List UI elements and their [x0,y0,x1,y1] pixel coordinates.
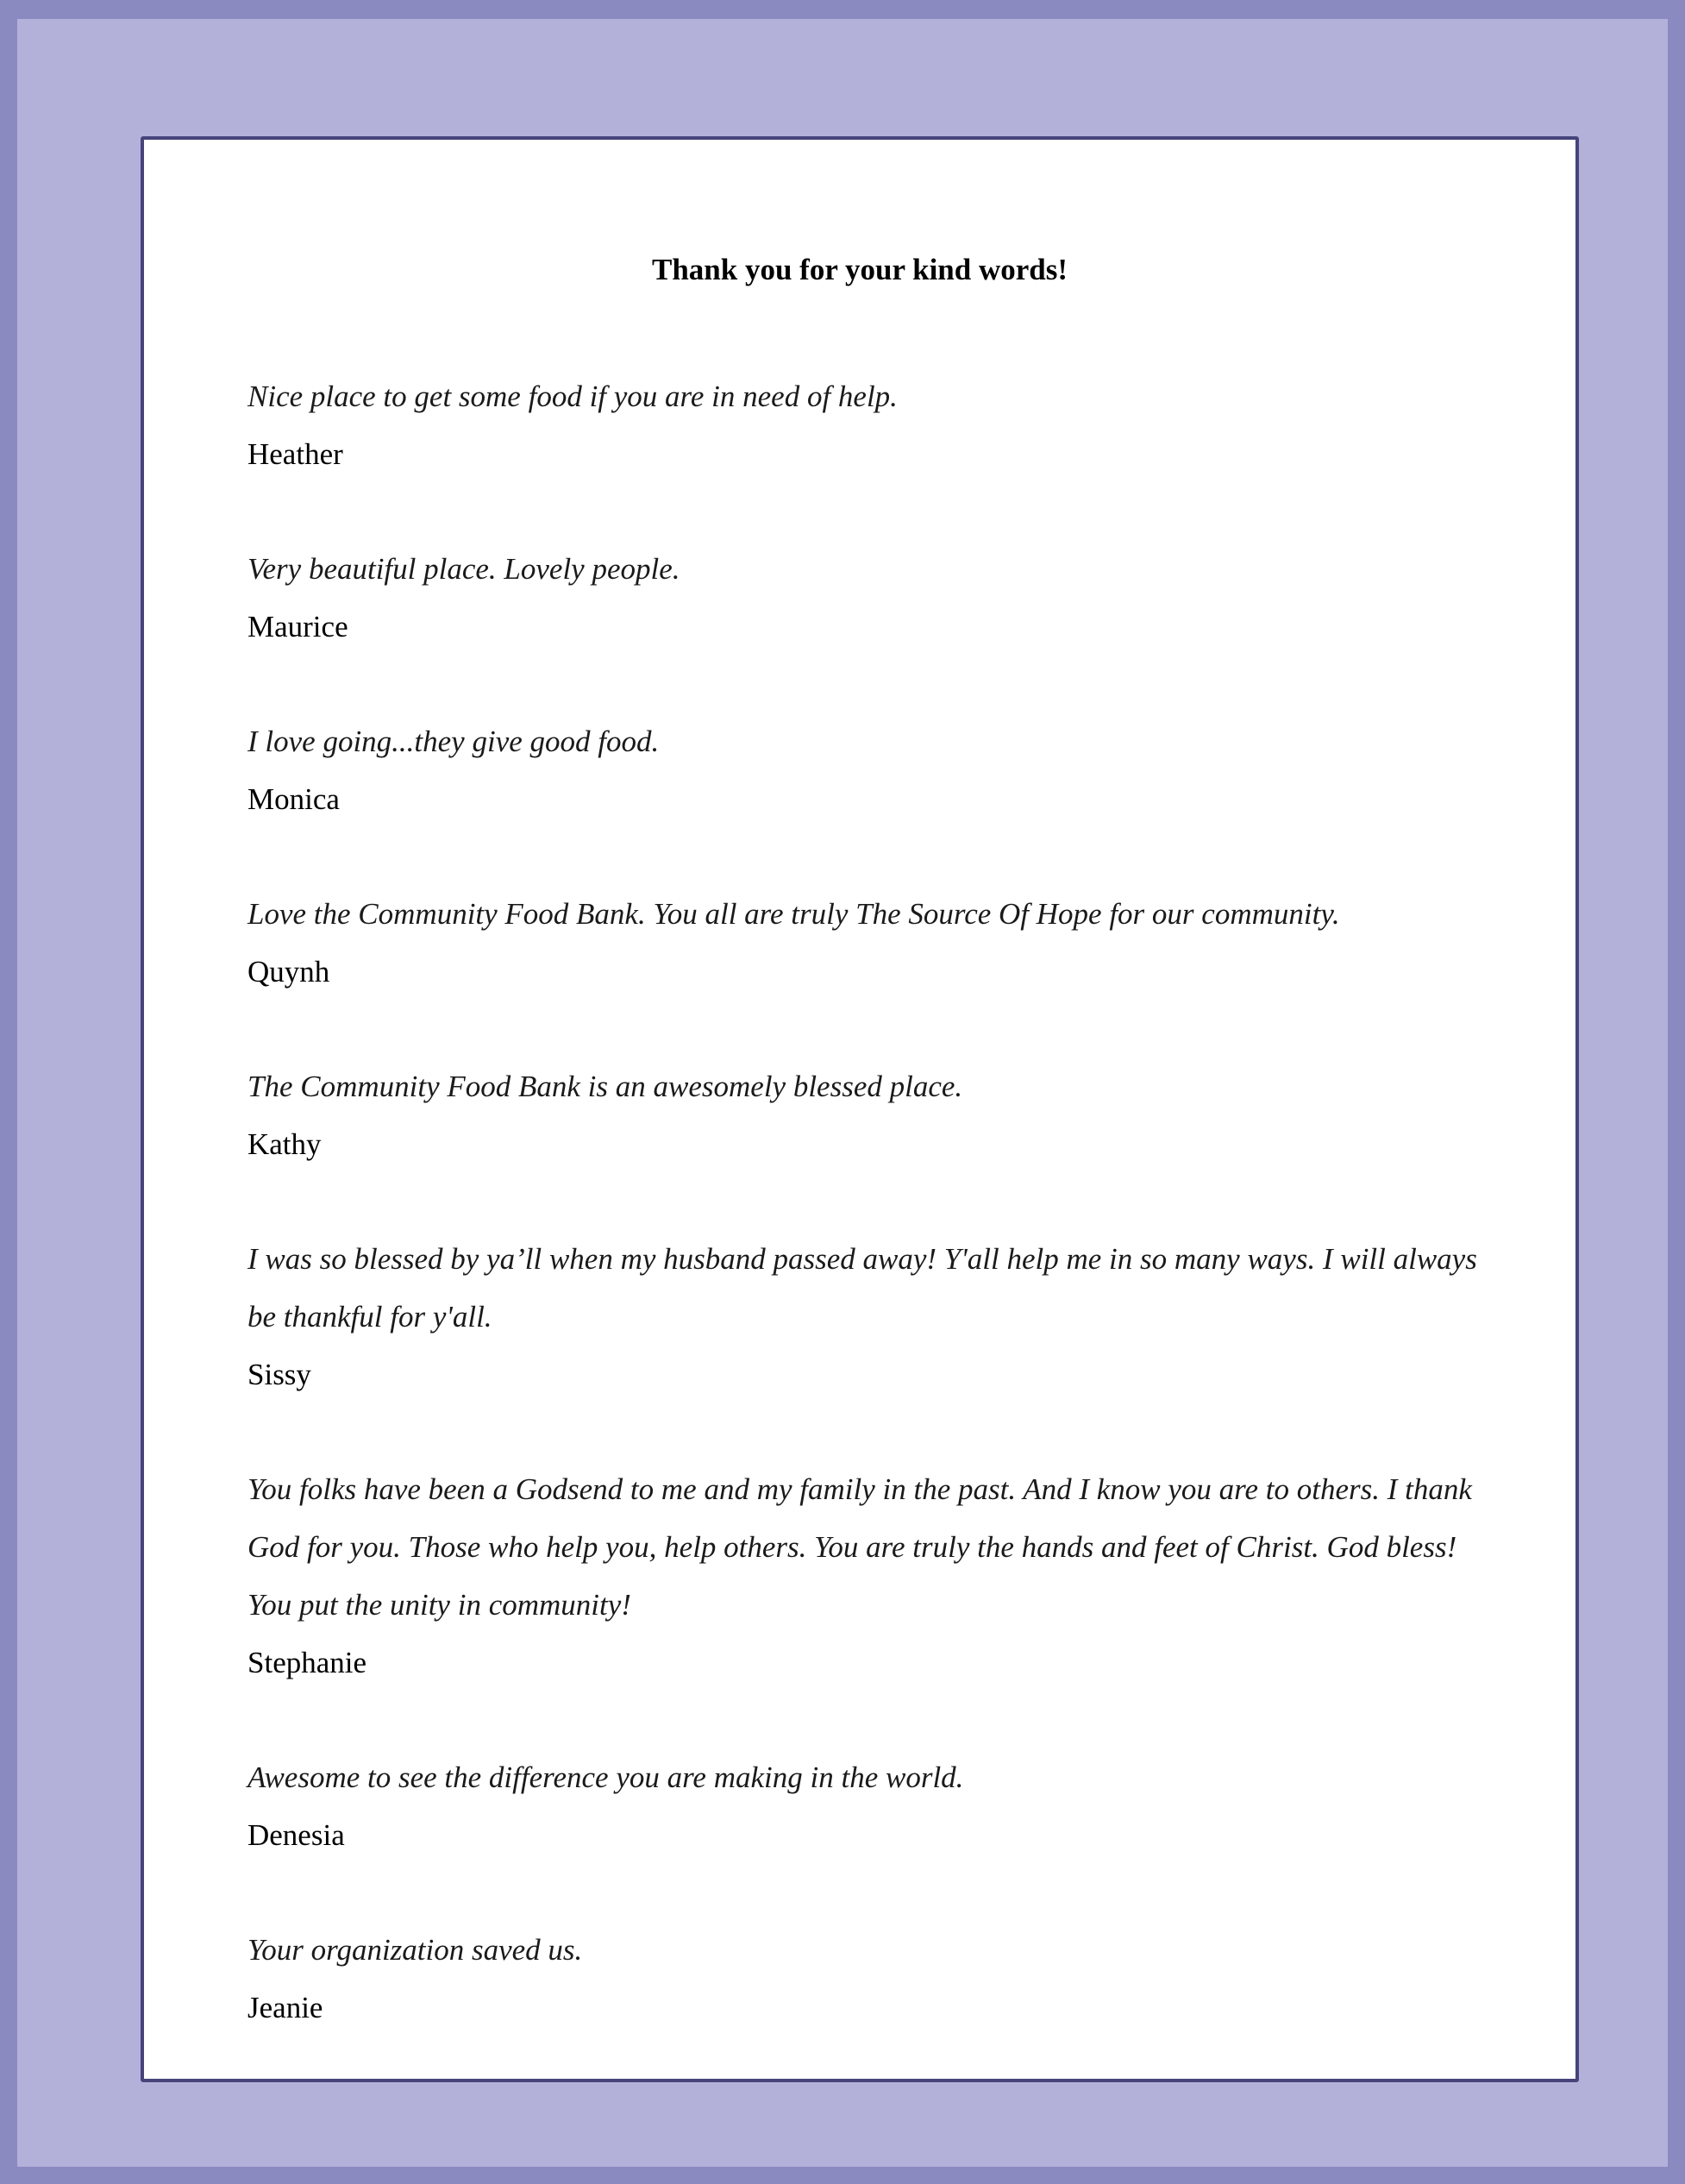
testimonial-quote: Love the Community Food Bank. You all are truly The Source Of Hope for our community. [247,897,1340,931]
testimonial-author: Maurice [247,610,348,643]
testimonial-author: Kathy [247,1127,322,1161]
testimonial-author: Quynh [247,955,330,988]
testimonial-author: Monica [247,782,340,816]
testimonial-author: Heather [247,437,343,471]
testimonial-quote: Awesome to see the difference you are making in the world. [247,1760,964,1794]
testimonial-author: Denesia [247,1818,345,1852]
testimonial-author: Stephanie [247,1646,367,1679]
testimonial-author: Sissy [247,1358,311,1391]
testimonial-item [247,885,1489,1001]
testimonial-quote: Very beautiful place. Lovely people. [247,552,680,586]
page-mat [17,19,1668,2167]
testimonial-list [247,367,1489,2093]
testimonial-quote: I love going...they give good food. [247,725,660,758]
page-title: Thank you for your kind words! [651,253,1068,286]
testimonial-item [247,1057,1489,1173]
testimonial-quote: You folks have been a Godsend to me and my family in the past. And I know you are to others. I thank God for you. Those who help you, help others. You are truly the hands and feet of Christ. God bless! You put the unity in community! [247,1472,1472,1622]
testimonial-item [247,1230,1489,1403]
testimonial-item [247,712,1489,828]
document-sheet [141,136,1579,2082]
testimonial-quote: I was so blessed by ya’ll when my husband passed away! Y'all help me in so many ways. I will always be thankful for y'all. [247,1242,1477,1334]
testimonial-item [247,1921,1489,2037]
testimonial-quote: The Community Food Bank is an awesomely blessed place. [247,1070,963,1103]
testimonial-quote: Your organization saved us. [247,1933,583,1967]
testimonial-item [247,1460,1489,1691]
testimonial-item [247,367,1489,483]
testimonial-item [247,1748,1489,1864]
testimonial-item [247,540,1489,656]
testimonial-quote: Nice place to get some food if you are in need of help. [247,380,898,413]
testimonial-author: Jeanie [247,1991,323,2024]
